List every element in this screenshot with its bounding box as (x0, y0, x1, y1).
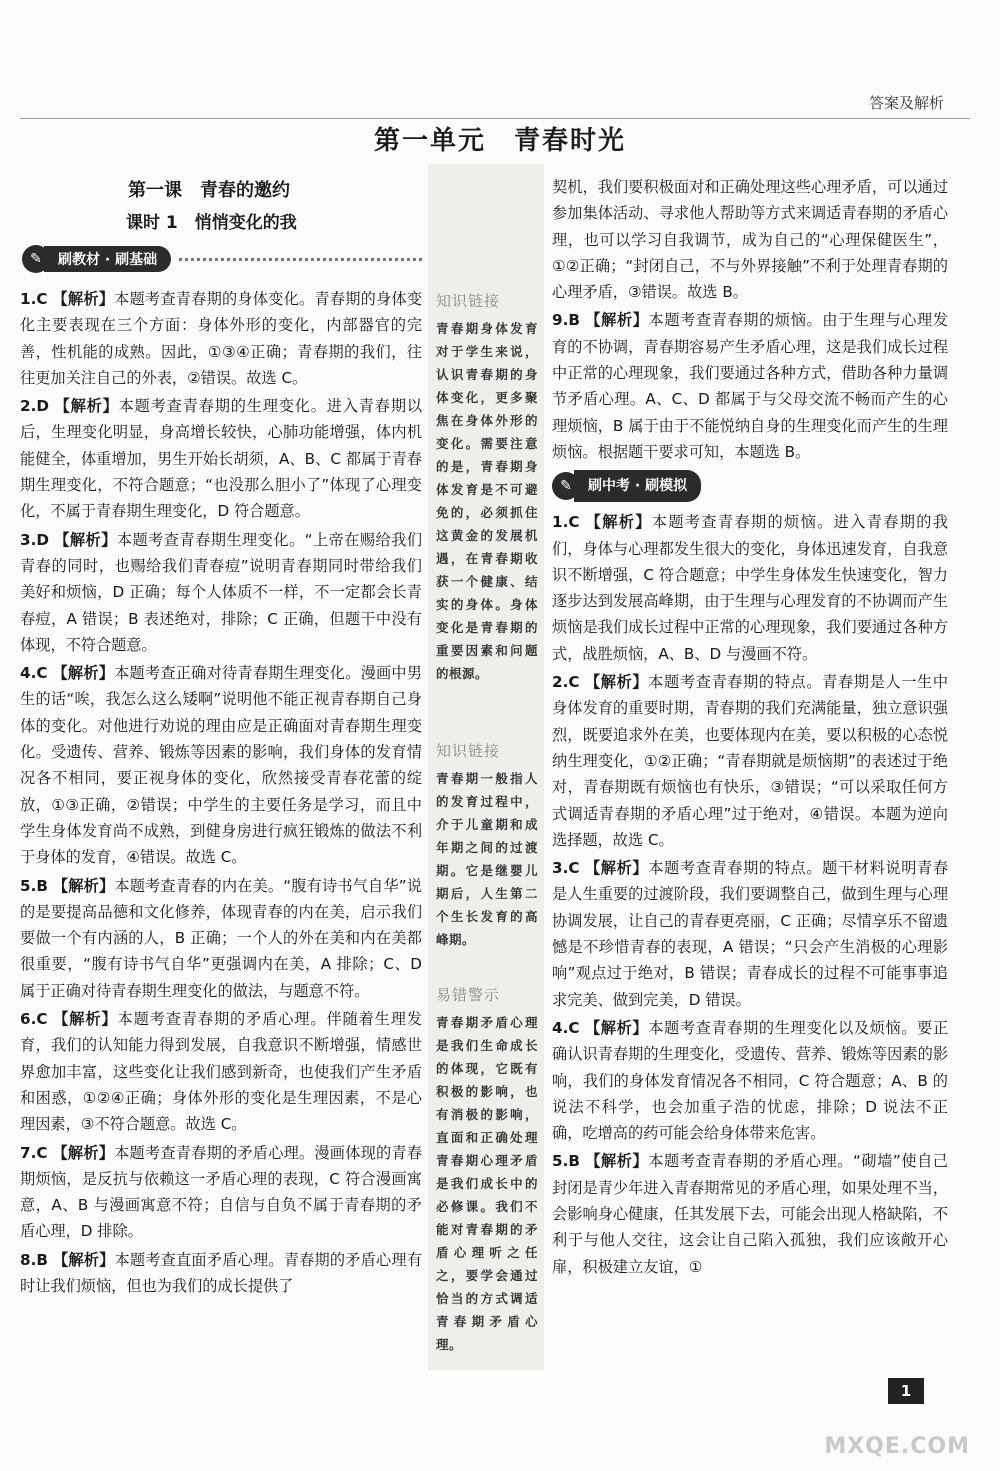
answer-number: 2.C (552, 673, 580, 692)
period-title: 课时 1 悄悄变化的我 (126, 213, 297, 233)
lesson-title: 第一课 青春的邀约 (128, 180, 290, 201)
unit-title: 第一单元 青春时光 (373, 126, 626, 156)
answer-text: 本题考查青春期的特点。题干材料说明青春是人生重要的过渡阶段，我们要调整自己，做到生理与心理协调发展，让自己的青春更亮丽，C 正确；尽情享乐不留遗憾是不珍惜青春的表现，A 错误；“只会产生消极的心理影响”观点过于绝对，B 错误；青春成长的过程不可能事事追求完美、做到完美，D 错误。 (552, 859, 948, 1009)
answer-text: 本题考查青春期生理变化。“上帝在赐给我们青春的同时，也赐给我们青春痘”说明青春期同时带给我们美好和烦恼，D 正确；每个人体质不一样，不一定都会长青春痘，A 错误；B 表述绝对，排除；C 正确，但题干中没有体现，不符合题意。 (20, 530, 423, 654)
sidebar-text-2: 青春期一般指人的发育过程中，介于儿童期和成年期之间的过渡期。它是继婴儿期后，人生第二个生长发育的高峰期。 (436, 771, 538, 947)
answer-number: 7.C (20, 1143, 48, 1162)
answer-number: 1.C (20, 290, 48, 308)
answer-item (20, 1006, 422, 1137)
answer-tag: 【解析】 (52, 1143, 115, 1162)
answer-number: 9.B (552, 311, 580, 330)
answer-item (20, 1140, 422, 1245)
answer-number: 4.C (552, 1018, 580, 1037)
answer-text: 本题考查青春期的烦恼。进入青春期的我们，身体与心理都发生很大的变化，身体迅速发育，自我意识不断增强，C 符合题意；中学生身体发生快速变化，智力逐步达到发展高峰期，由于生理与心理发育的不协调而产生烦恼是我们成长过程中正常的心理现象，我们要通过各种方式，战胜烦恼，A、B、D 与漫画不符。 (552, 513, 948, 663)
answer-item (20, 393, 422, 524)
answer-tag: 【解析】 (52, 664, 115, 683)
page-number: 1 (888, 1378, 924, 1404)
answer-item (552, 1148, 948, 1279)
answer-tag: 【解析】 (584, 1018, 649, 1037)
answer-number: 8.B (20, 1250, 48, 1269)
answer-text: 本题考查青春期的烦恼。由于生理与心理发育的不协调，青春期容易产生矛盾心理，这是我们成长过程中正常的心理现象，我们要通过各种方式，借助各种力量调节矛盾心理。A、C、D 都属于与父母交流不畅而产生的心理烦恼，B 属于由于不能悦纳自身的生理变化而产生的生理烦恼。根据题干要求可知，本题选 B。 (552, 311, 949, 461)
banner-basic (22, 246, 422, 272)
answer-tag: 【解析】 (585, 1152, 649, 1171)
answer-item (20, 527, 422, 658)
pen-icon: ✎ (22, 245, 50, 273)
sidebar-block-2 (436, 740, 538, 951)
answer-tag: 【解析】 (52, 1250, 115, 1269)
banner-dots (179, 258, 422, 261)
answer-number: 3.D (20, 530, 49, 549)
sidebar-text-1: 青春期身体发育对于学生来说，认识青春期的身体变化，更多聚焦在身体外形的变化。需要注意的是，青春期身体发育是不可避免的，必须抓住这黄金的发展机遇，在青春期收获一个健康、结实的身体。身体变化是青春期的重要因素和问题的根源。 (436, 321, 538, 681)
answer-tag: 【解析】 (584, 673, 649, 692)
sidebar-block-1 (436, 290, 538, 685)
answer-tag: 【解析】 (585, 311, 649, 330)
answer-text: 本题考查正确对待青春期生理变化。漫画中男生的话“唉，我怎么这么矮啊”说明他不能正视青春期自己身体的变化。对他进行劝说的理由应是正确面对青春期生理变化。受遗传、营养、锻炼等因素的影响，我们身体的发育情况各不相同，要正视身体的变化，欣然接受青春花蕾的绽放，①③正确，②错误；中学生的主要任务是学习，而且中学生身体发育尚不成熟，到健身房进行疯狂锻炼的做法不利于身体的发育，④错误。故选 C。 (20, 664, 423, 867)
answer-text: 本题考查青春期的矛盾心理。“砌墙”使自己封闭是青少年进入青春期常见的矛盾心理，如果处理不当，会影响身心健康，任其发展下去，可能会出现人格缺陷，不利于与他人交往，这会让自己陷入孤独，我们应该敞开心扉，积极建立友谊，① (552, 1152, 948, 1276)
answer-item (552, 1015, 948, 1146)
answer-number: 5.B (20, 876, 48, 895)
left-column (20, 286, 422, 1301)
answer-tag: 【解析】 (53, 1010, 118, 1029)
answer-item (552, 509, 948, 667)
answer-item (20, 286, 422, 391)
answer-number: 5.B (552, 1152, 580, 1171)
sidebar-heading-1: 知识链接 (436, 292, 501, 310)
answer-item (552, 307, 948, 465)
answer-item (20, 1247, 422, 1300)
watermark: MXQE.COM (824, 1434, 970, 1459)
answer-item (20, 660, 422, 870)
answer-text: 本题考查青春期的矛盾心理。漫画体现的青春期烦恼，是反抗与依赖这一矛盾心理的表现，C 符合漫画寓意，A、B 与漫画寓意不符；自信与自负不属于青春期的矛盾心理，D 排除。 (20, 1143, 423, 1241)
sidebar-heading-2: 知识链接 (436, 742, 501, 760)
sidebar-block-3 (436, 984, 538, 1356)
answer-number: 1.C (552, 513, 580, 532)
answer-text: 本题考查青春期的矛盾心理。伴随着生理发育，我们的认知能力得到发展，自我意识不断增强，情感世界愈加丰富，这些变化让我们感到新奇，也使我们产生矛盾和困惑，①②④正确；身体外形的变化是生理因素，不是心理因素，③不符合题意。故选 C。 (20, 1010, 423, 1134)
banner-exam-label: 刷中考 · 刷模拟 (574, 470, 701, 502)
answer-text: 本题考查青春期的特点。青春期是人一生中身体发育的重要时期，青春期的我们充满能量，独立意识强烈，既要追求外在美，也要体现内在美，要以积极的心态悦纳生理变化，①②正确；“青春期就是烦恼期”的表述过于绝对，青春期既有烦恼也有快乐，③错误；“可以采取任何方式调适青春期的矛盾心理”过于绝对，④错误。本题为逆向选择题，故选 C。 (552, 673, 948, 849)
answer-tag: 【解析】 (54, 397, 119, 416)
answer-number: 6.C (20, 1010, 48, 1029)
sidebar (428, 164, 544, 1370)
right-intro: 契机，我们要积极面对和正确处理这些心理矛盾，可以通过参加集体活动、寻求他人帮助等方式来调适青春期的矛盾心理，也可以学习自我调节，成为自己的“心理保健医生”，①②正确；“封闭自己，不与外界接触”不利于处理青春期的心理矛盾，③错误。故选 B。 (552, 178, 948, 302)
header-label: 答案及解析 (868, 94, 944, 112)
answer-number: 4.C (20, 664, 48, 683)
answer-number: 3.C (552, 859, 580, 878)
answer-text: 本题考查青春的内在美。“腹有诗书气自华”说的是要提高品德和文化修养，体现青春的内在美，启示我们要做一个有内涵的人，B 正确；一个人的外在美和内在美都很重要，“腹有诗书气自华”更强调内在美，A 排除；C、D 属于正确对待青春期生理变化的做法，与题意不符。 (20, 876, 422, 1000)
answer-item (552, 855, 948, 1013)
sidebar-heading-3: 易错警示 (436, 986, 501, 1004)
answer-tag: 【解析】 (52, 290, 115, 308)
right-column (552, 174, 948, 1282)
answer-tag: 【解析】 (54, 530, 117, 549)
answer-tag: 【解析】 (584, 859, 649, 878)
answer-text: 本题考查青春期的生理变化以及烦恼。要正确认识青春期的生理变化，受遗传、营养、锻炼等因素的影响，我们的身体发育情况各不相同，C 符合题意；A、B 的说法不科学，也会加重子浩的忧虑，排除；D 说法不正确，吃增高的药可能会给身体带来危害。 (552, 1018, 948, 1143)
answer-text: 本题考查青春期的身体变化。青春期的身体变化主要表现在三个方面：身体外形的变化，内部器官的完善，性机能的成熟。因此，①③④正确；青春期的我们，往往更加关注自己的外表，②错误。故选 C。 (20, 290, 423, 387)
answer-number: 2.D (20, 397, 49, 416)
sidebar-text-3: 青春期矛盾心理是我们生命成长的体现，它既有积极的影响，也有消极的影响，直面和正确处理青春期心理矛盾是我们成长中的必修课。我们不能对青春期的矛盾心理听之任之，要学会通过恰当的方式调适青春期矛盾心理。 (436, 1015, 538, 1352)
answer-tag: 【解析】 (52, 876, 115, 895)
answer-text: 本题考查直面矛盾心理。青春期的矛盾心理有时让我们烦恼，但也为我们的成长提供了 (20, 1250, 423, 1295)
banner-exam (552, 473, 732, 499)
answer-item (20, 873, 422, 1004)
answer-text: 本题考查青春期的生理变化。进入青春期以后，生理变化明显，身高增长较快，心肺功能增强，体内机能健全，体重增加，男生开始长胡须，A、B、C 都属于青春期生理变化，不符合题意；“也没那么胆小了”体现了心理变化，不属于青春期生理变化，D 符合题意。 (20, 397, 423, 521)
answer-item (552, 669, 948, 853)
header-rule (20, 118, 970, 119)
answer-tag: 【解析】 (585, 513, 652, 532)
pen-icon: ✎ (552, 472, 580, 500)
banner-basic-label: 刷教材 · 刷基础 (44, 246, 171, 272)
